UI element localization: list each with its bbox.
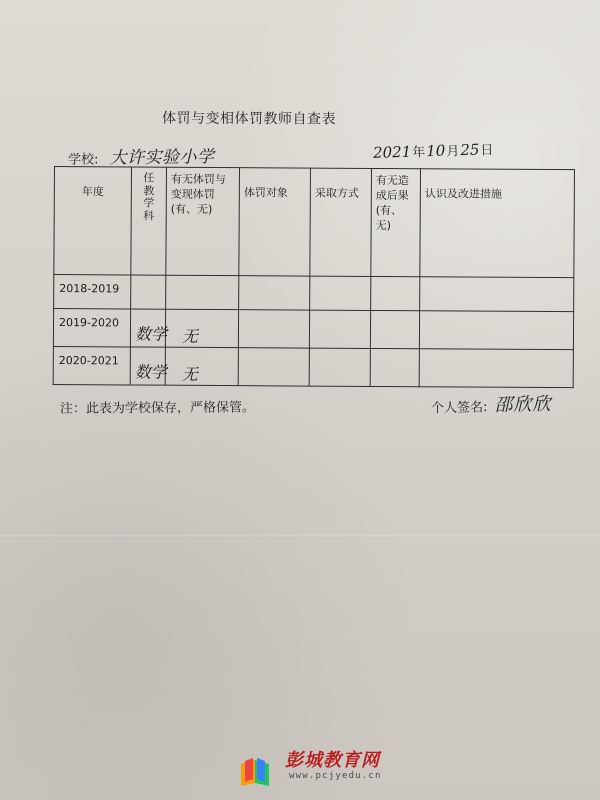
date-month-unit: 月	[446, 144, 460, 160]
table-cell-method	[309, 348, 370, 386]
column-method	[310, 168, 372, 276]
footer-note: 注：此表为学校保存，严格保管。	[59, 400, 256, 417]
table-cell-year	[54, 275, 131, 309]
column-has-punishment	[166, 167, 240, 275]
date-year: 2021	[372, 142, 412, 162]
paper-fold	[0, 535, 600, 539]
row-2020-has-punishment: 无	[181, 364, 198, 384]
date-year-unit: 年	[412, 145, 426, 161]
column-year-label: 年度	[81, 185, 104, 199]
logo-url: www.pcjyedu.cn	[289, 771, 382, 781]
date-day: 25	[460, 140, 480, 160]
table-cell-method	[310, 276, 371, 310]
site-logo	[238, 742, 408, 790]
column-subject	[131, 167, 167, 275]
signature-value: 邵欣欣	[494, 393, 552, 416]
table-cell-subject	[131, 275, 166, 309]
column-consequence-label: 有无造成后果(有、无)	[375, 173, 409, 232]
table-cell-has-punishment	[165, 309, 238, 347]
self-check-table-wrap	[53, 166, 574, 387]
column-consequence	[371, 168, 421, 276]
table-cell-consequence	[371, 276, 420, 310]
row-2020-year: 2020-2021	[58, 354, 119, 368]
logo-name: 彭城教育网	[285, 750, 380, 771]
school-label: 学校:	[67, 152, 99, 168]
table-cell-year	[53, 309, 130, 347]
table-row	[53, 346, 573, 387]
table-cell-has-punishment	[166, 275, 239, 309]
school-row	[68, 142, 215, 169]
column-target-label: 体罚对象	[243, 186, 288, 200]
row-2019-subject: 数学	[134, 324, 168, 344]
table-cell-subject	[130, 347, 165, 385]
date-row	[373, 139, 495, 162]
column-method-label: 采取方式	[314, 186, 359, 200]
table-row	[54, 275, 574, 312]
self-check-table	[53, 166, 575, 388]
page-title: 体罚与变相体罚教师自查表	[161, 110, 337, 128]
table-cell-consequence	[370, 310, 419, 348]
date-day-unit: 日	[480, 143, 494, 159]
table-cell-target	[238, 310, 309, 348]
table-cell-target	[239, 276, 310, 310]
book-logo-icon	[238, 752, 274, 788]
row-2019-has-punishment: 无	[181, 326, 199, 346]
column-target	[239, 168, 311, 276]
table-cell-measures	[420, 277, 574, 312]
table-cell-target	[238, 348, 309, 386]
column-measures	[420, 169, 575, 278]
row-2018-year: 2018-2019	[59, 282, 120, 296]
column-year	[54, 167, 132, 275]
table-cell-has-punishment	[165, 347, 238, 385]
signature-label: 个人签名:	[430, 400, 488, 417]
table-cell-measures	[419, 311, 573, 350]
table-cell-consequence	[370, 348, 419, 386]
row-2020-subject: 数学	[134, 362, 167, 382]
column-has-punishment-label: 有无体罚与变现体罚(有、无)	[170, 172, 226, 216]
column-subject-label: 任教学科	[143, 171, 155, 223]
school-value: 大许实验小学	[109, 147, 215, 169]
table-cell-measures	[419, 349, 573, 388]
table-row	[53, 309, 573, 350]
table-cell-subject	[130, 309, 168, 347]
date-month: 10	[425, 141, 446, 161]
table-cell-method	[309, 310, 370, 348]
signature-row	[431, 390, 552, 419]
row-2019-year: 2019-2020	[59, 316, 120, 330]
table-cell-year	[53, 346, 130, 384]
column-measures-label: 认识及改进措施	[424, 187, 502, 201]
